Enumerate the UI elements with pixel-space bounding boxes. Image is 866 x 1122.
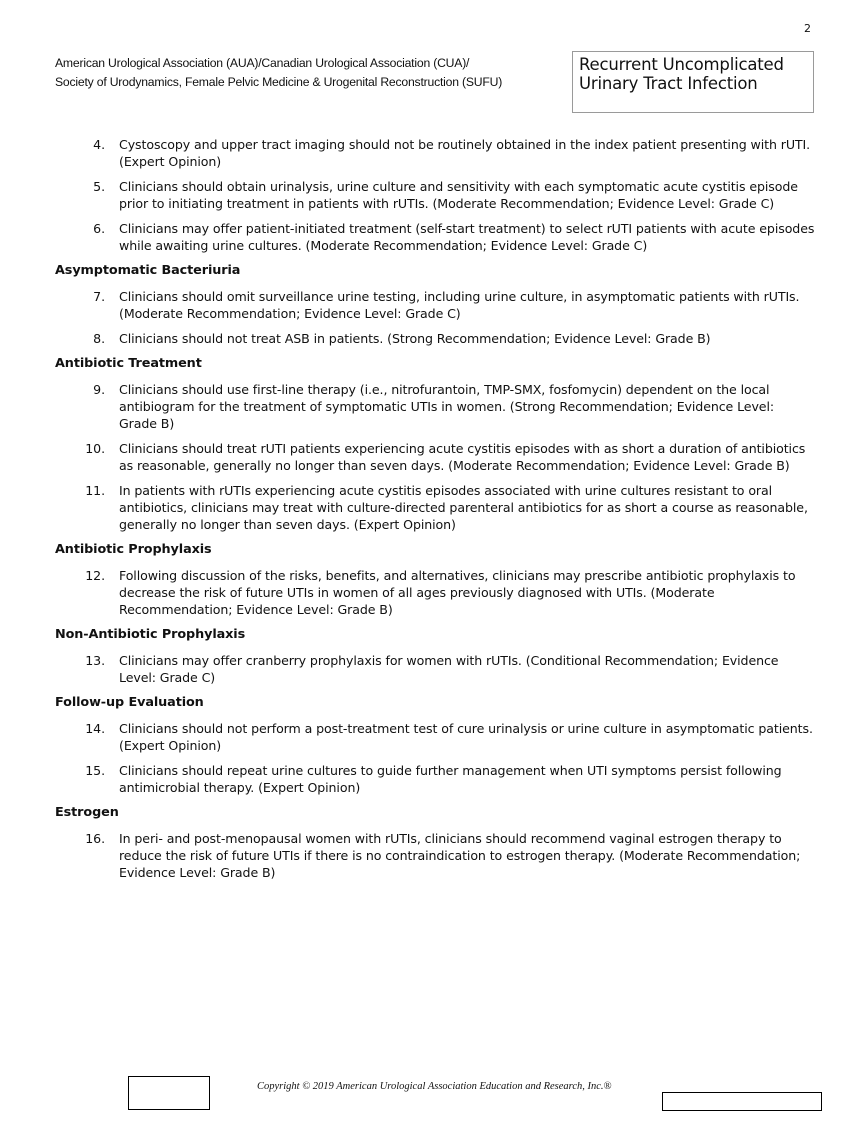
section-heading: Follow-up Evaluation (55, 695, 204, 710)
list-item-number (55, 762, 105, 796)
list-item-number-text: 16. (85, 831, 105, 846)
list-item-gap (105, 136, 119, 170)
list-item-number (55, 482, 105, 533)
guideline-title-line-1: Recurrent Uncomplicated (579, 55, 784, 74)
list-item-text: Clinicians may offer cranberry prophylaxis for women with rUTIs. (Conditional Recommendation; Evidence Level: Grade C) (119, 653, 779, 685)
list-item-gap (105, 220, 119, 254)
list-item-number (55, 178, 105, 212)
list-item (55, 482, 815, 533)
list-item-text: Clinicians should omit surveillance urine testing, including urine culture, in asymptomatic patients with rUTIs. (Moderate Recommendation; Evidence Level: Grade C) (119, 289, 800, 321)
list-item (55, 720, 815, 754)
header-org-line-2: Society of Urodynamics, Female Pelvic Medicine & Urogenital Reconstruction (SUFU) (55, 75, 503, 89)
guideline-title-box (572, 51, 814, 113)
list-item-text: Clinicians may offer patient-initiated treatment (self-start treatment) to select rUTI patients with acute episodes while awaiting urine cultures. (Moderate Recommendation; Evidence Level: Grade C) (119, 221, 815, 253)
list-item (55, 330, 815, 347)
list-item-number (55, 720, 105, 754)
intro-items (55, 136, 815, 254)
list-item (55, 288, 815, 322)
list-item-number-text: 5. (93, 179, 105, 194)
list-item-number-text: 11. (85, 483, 105, 498)
sections (55, 262, 815, 881)
list-item-gap (105, 567, 119, 618)
list-item-number (55, 567, 105, 618)
list-item-gap (105, 762, 119, 796)
section-heading: Non-Antibiotic Prophylaxis (55, 627, 246, 642)
list-item-number (55, 381, 105, 432)
section (55, 626, 815, 686)
list-item (55, 136, 815, 170)
list-item-number (55, 288, 105, 322)
list-item-number-text: 13. (85, 653, 105, 668)
list-item-number-text: 9. (93, 382, 105, 397)
list-item-number-text: 6. (93, 221, 105, 236)
list-item-number-text: 14. (85, 721, 105, 736)
list-item-gap (105, 288, 119, 322)
section-heading: Asymptomatic Bacteriuria (55, 263, 241, 278)
list-item-number (55, 136, 105, 170)
footer-box-left (128, 1076, 210, 1110)
list-item-text: In peri- and post-menopausal women with rUTIs, clinicians should recommend vaginal estrogen therapy to reduce the risk of future UTIs if there is no contraindication to estrogen therapy. (Moderate Recommendation; Evidence Level: Grade B) (119, 831, 801, 880)
list-item-text: Clinicians should use first-line therapy (i.e., nitrofurantoin, TMP-SMX, fosfomycin) dependent on the local antibiogram for the treatment of symptomatic UTIs in women. (Strong Recommendation; Evidence Level: Grade B) (119, 382, 774, 431)
list-item-gap (105, 381, 119, 432)
list-item (55, 830, 815, 881)
header-organizations (55, 54, 502, 92)
section (55, 355, 815, 533)
list-item-gap (105, 440, 119, 474)
list-item-number (55, 330, 105, 347)
footer-box-right (662, 1092, 822, 1111)
list-item-number-text: 12. (85, 568, 105, 583)
list-item-text: Cystoscopy and upper tract imaging should not be routinely obtained in the index patient presenting with rUTI. (Expert Opinion) (119, 137, 811, 169)
list-item-gap (105, 330, 119, 347)
list-item-gap (105, 652, 119, 686)
document-body (55, 136, 815, 889)
list-item (55, 652, 815, 686)
section-heading: Antibiotic Treatment (55, 356, 202, 371)
list-item-gap (105, 482, 119, 533)
list-item-text: Clinicians should not treat ASB in patients. (Strong Recommendation; Evidence Level: Grade B) (119, 331, 711, 346)
section-heading: Estrogen (55, 805, 119, 820)
list-item-number-text: 10. (85, 441, 105, 456)
list-item-text: Clinicians should obtain urinalysis, urine culture and sensitivity with each symptomatic acute cystitis episode prior to initiating treatment in patients with rUTIs. (Moderate Recommendation; Evidence Level: Grade C) (119, 179, 798, 211)
list-item-gap (105, 178, 119, 212)
list-item (55, 567, 815, 618)
list-item-number (55, 220, 105, 254)
list-item-number (55, 652, 105, 686)
list-item (55, 381, 815, 432)
section (55, 262, 815, 347)
section (55, 541, 815, 618)
list-item-number (55, 830, 105, 881)
list-item-text: Following discussion of the risks, benefits, and alternatives, clinicians may prescribe antibiotic prophylaxis to decrease the risk of future UTIs in women of all ages previously diagnosed with UTIs. (Moderate Recommendation; Evidence Level: Grade B) (119, 568, 796, 617)
guideline-title-line-2: Urinary Tract Infection (579, 73, 758, 93)
list-item-text: Clinicians should not perform a post-treatment test of cure urinalysis or urine culture in asymptomatic patients. (Expert Opinion) (119, 721, 813, 753)
page-number: 2 (804, 22, 811, 35)
section (55, 804, 815, 881)
list-item-text: Clinicians should treat rUTI patients experiencing acute cystitis episodes with as short a duration of antibiotics as reasonable, generally no longer than seven days. (Moderate Recommendation; Evidence Level: Grade B) (119, 441, 806, 473)
list-item (55, 440, 815, 474)
list-item-text: Clinicians should repeat urine cultures to guide further management when UTI symptoms persist following antimicrobial therapy. (Expert Opinion) (119, 763, 782, 795)
list-item-gap (105, 720, 119, 754)
list-item-number (55, 440, 105, 474)
list-item-text: In patients with rUTIs experiencing acute cystitis episodes associated with urine cultures resistant to oral antibiotics, clinicians may treat with culture-directed parenteral antibiotics for as short a course as reasonable, generally no longer than seven days. (Expert Opinion) (119, 483, 808, 532)
section-heading: Antibiotic Prophylaxis (55, 542, 212, 557)
list-item-number-text: 7. (93, 289, 105, 304)
list-item-number-text: 4. (93, 137, 105, 152)
list-item-number-text: 15. (85, 763, 105, 778)
list-item (55, 178, 815, 212)
list-item (55, 220, 815, 254)
header-org-line-1: American Urological Association (AUA)/Canadian Urological Association (CUA)/ (55, 56, 470, 70)
copyright-notice: Copyright © 2019 American Urological Association Education and Research, Inc.® (257, 1081, 612, 1092)
list-item (55, 762, 815, 796)
list-item-gap (105, 830, 119, 881)
section (55, 694, 815, 796)
list-item-number-text: 8. (93, 331, 105, 346)
